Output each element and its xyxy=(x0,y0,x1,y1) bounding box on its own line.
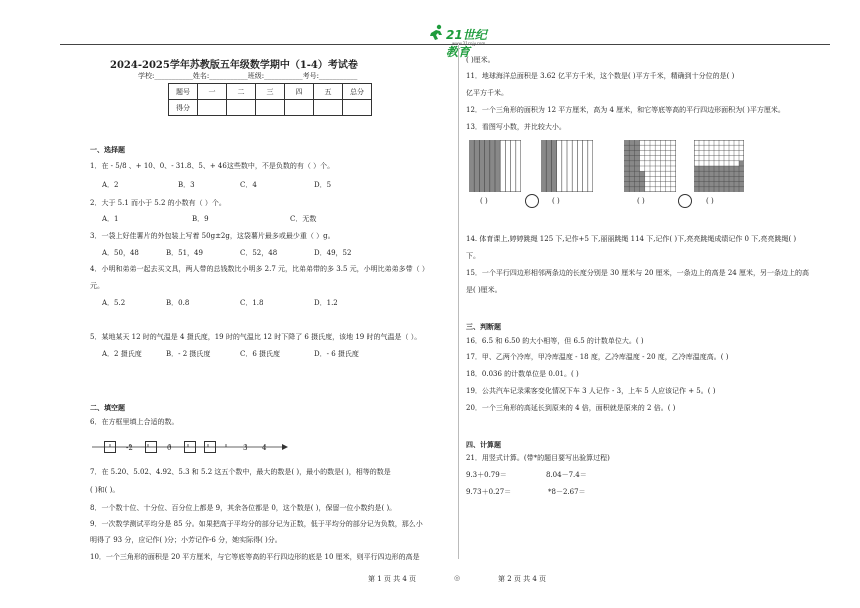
q4-option-b[interactable]: B．0.8 xyxy=(166,299,190,307)
question-14: 14. 体育课上,婷婷跳绳 125 下,记作+5 下,丽丽跳绳 114 下,记作( )下,亮亮跳绳成绩记作 0 下,亮亮跳绳( ) xyxy=(466,235,797,243)
question-4-cont: 元。 xyxy=(90,282,104,290)
q5-option-b[interactable]: B．- 2 摄氏度 xyxy=(166,350,211,358)
question-16: 16．6.5 和 6.50 的大小相等，但 6.5 的计数单位大。( ) xyxy=(466,337,644,345)
question-17: 17．甲、乙两个冷库，甲冷库温度 - 18 度，乙冷库温度 - 20 度，乙冷库温度高。( ) xyxy=(466,353,729,361)
page-number-left: 第 1 页 共 4 页 xyxy=(368,575,417,583)
score-table-score-row xyxy=(169,100,372,116)
header-rule xyxy=(60,44,830,45)
question-10-cont: ( )厘米。 xyxy=(466,56,495,64)
q1-option-d[interactable]: D．5 xyxy=(314,181,332,189)
table-cell: 得分 xyxy=(169,100,198,116)
score-input-cell[interactable] xyxy=(256,100,285,116)
number-line-blank-4[interactable] xyxy=(204,441,216,453)
compare-circle-1[interactable] xyxy=(525,194,539,208)
decimal-figure-2 xyxy=(541,140,593,192)
calc-item-4: *8－2.67＝ xyxy=(548,488,586,496)
question-2: 2．大于 5.1 而小于 5.2 的小数有（ ）个。 xyxy=(90,199,226,207)
exam-title: 2024-2025学年苏教版五年级数学期中（1-4）考试卷 xyxy=(110,60,358,71)
question-19: 19．公共汽车记录乘客变化情况下车 3 人记作 - 3，上车 5 人应该记作 + 5。( ) xyxy=(466,387,716,395)
decimal-figure-3 xyxy=(624,140,676,192)
q4-option-c[interactable]: C．1.8 xyxy=(240,299,264,307)
score-table xyxy=(168,83,372,116)
logo-url: www.21cnjy.com xyxy=(452,41,486,46)
q13-blank-2[interactable]: ( ) xyxy=(552,197,560,205)
q3-option-c[interactable]: C．52，48 xyxy=(240,249,278,257)
question-11: 11．地球海洋总面积是 3.62 亿平方千米，这个数是( )平方千米，精确到十分位的是( ) xyxy=(466,72,735,80)
question-10: 10．一个三角形的面积是 20 平方厘米，与它等底等高的平行四边形的底是 10 厘米，则平行四边形的高是 xyxy=(90,553,420,561)
question-14-cont: 下。 xyxy=(466,252,480,260)
table-cell: 题号 xyxy=(169,84,198,100)
table-cell: 一 xyxy=(198,84,227,100)
question-8: 8．一个数十位、十分位、百分位上都是 9，其余各位都是 0，这个数是( )，保留一位小数约是( )。 xyxy=(90,504,397,512)
question-7-cont: ( )和( )。 xyxy=(90,486,120,494)
question-12: 12．一个三角形的面积为 12 平方厘米，高为 4 厘米，和它等底等高的平行四边形面积为( )平方厘米。 xyxy=(466,106,785,114)
score-input-cell[interactable] xyxy=(285,100,314,116)
question-1: 1．在 - 5/8 、+ 10、0、- 31.8、5、+ 46这些数中，不是负数的有（ ）个。 xyxy=(90,162,335,170)
question-7: 7．在 5.20、5.02、4.92、5.3 和 5.2 这五个数中，最大的数是( )，最小的数是( )，相等的数是 xyxy=(90,468,391,476)
section-heading: 三、判断题 xyxy=(466,322,501,331)
q5-option-d[interactable]: D．- 6 摄氏度 xyxy=(314,350,359,358)
logo-brand: 21世纪教育 xyxy=(446,28,487,59)
number-line-blank-2[interactable] xyxy=(145,441,157,453)
number-line xyxy=(90,436,290,460)
compare-circle-2[interactable] xyxy=(678,194,692,208)
q5-option-a[interactable]: A．2 摄氏度 xyxy=(102,350,142,358)
page-number-right: 第 2 页 共 4 页 xyxy=(498,575,547,583)
question-9: 9．一次数学测试平均分是 85 分。如果把高于平均分的部分记为正数，低于平均分的部分记为负数，那么小 xyxy=(90,520,423,528)
running-man-icon xyxy=(428,24,446,42)
number-line-label: -2 xyxy=(126,444,133,452)
question-15: 15．一个平行四边形相邻两条边的长度分别是 30 厘米与 20 厘米，一条边上的高是 24 厘米，另一条边上的高 xyxy=(466,269,809,277)
q1-option-c[interactable]: C．4 xyxy=(240,181,257,189)
table-cell: 三 xyxy=(256,84,285,100)
number-line-blank-1[interactable] xyxy=(104,441,116,453)
binding-mark-icon: ◎ xyxy=(454,574,461,582)
page-divider xyxy=(458,44,459,559)
question-11-cont: 亿平方千米。 xyxy=(466,89,508,97)
question-5: 5．某地某天 12 时的气温是 4 摄氏度，19 时的气温比 12 时下降了 6 摄氏度，该地 19 时的气温是（ ）。 xyxy=(90,333,422,341)
number-line-label: 4 xyxy=(262,444,267,452)
question-15-cont: 是( )厘米。 xyxy=(466,286,502,294)
calc-item-3: 9.73＋0.27＝ xyxy=(466,488,512,496)
q3-option-d[interactable]: D．49，52 xyxy=(314,249,352,257)
question-9-cont: 明得了 93 分，应记作( )分；小芳记作-6 分，她实际得( )分。 xyxy=(90,536,282,544)
score-table-header-row xyxy=(169,84,372,100)
q3-option-b[interactable]: B．51，49 xyxy=(166,249,203,257)
table-cell: 四 xyxy=(285,84,314,100)
q4-option-a[interactable]: A．5.2 xyxy=(102,299,126,307)
section-heading: 一、选择题 xyxy=(90,145,125,154)
question-20: 20．一个三角形的高延长到原来的 4 倍，面积就是原来的 2 倍。( ) xyxy=(466,404,676,412)
question-4: 4．小明和弟弟一起去买文具，两人带的总钱数比小明多 2.7 元，比弟弟带的多 3.5 元，小明比弟弟多带（ ） xyxy=(90,265,429,273)
decimal-figure-4 xyxy=(694,140,744,192)
q2-option-c[interactable]: C．无数 xyxy=(290,215,317,223)
section-heading: 二、填空题 xyxy=(90,403,125,412)
number-line-label: 0 xyxy=(167,444,172,452)
question-3: 3．一袋上好佳薯片的外包装上写着 50g±2g，这袋薯片最多或最少重（ ）g。 xyxy=(90,232,335,240)
table-cell: 二 xyxy=(227,84,256,100)
q2-option-a[interactable]: A．1 xyxy=(102,215,119,223)
question-6: 6．在方框里填上合适的数。 xyxy=(90,418,179,426)
q5-option-c[interactable]: C．6 摄氏度 xyxy=(240,350,281,358)
number-line-blank-3[interactable] xyxy=(184,441,196,453)
q13-blank-4[interactable]: ( ) xyxy=(706,197,714,205)
number-line-label: 3 xyxy=(243,444,248,452)
calc-item-1: 9.3＋0.79＝ xyxy=(466,471,507,479)
question-13: 13．看图写小数，并比较大小。 xyxy=(466,123,566,131)
q4-option-d[interactable]: D．1.2 xyxy=(314,299,338,307)
q1-option-b[interactable]: B．3 xyxy=(178,181,195,189)
section-heading: 四、计算题 xyxy=(466,440,501,449)
question-18: 18．0.036 的计数单位是 0.01。( ) xyxy=(466,370,579,378)
score-input-cell[interactable] xyxy=(314,100,343,116)
table-cell: 总分 xyxy=(343,84,372,100)
score-input-cell[interactable] xyxy=(343,100,372,116)
q3-option-a[interactable]: A．50，48 xyxy=(102,249,139,257)
calc-item-2: 8.04－7.4＝ xyxy=(546,471,587,479)
score-input-cell[interactable] xyxy=(198,100,227,116)
table-cell: 五 xyxy=(314,84,343,100)
q13-blank-3[interactable]: ( ) xyxy=(637,197,645,205)
score-input-cell[interactable] xyxy=(227,100,256,116)
q2-option-b[interactable]: B．9 xyxy=(192,215,209,223)
q13-blank-1[interactable]: ( ) xyxy=(480,197,488,205)
question-21: 21．用竖式计算。(带*的题目要写出验算过程) xyxy=(466,454,610,462)
student-info-line: 学校:___________姓名:___________班级:___________考号:___________ xyxy=(138,72,358,80)
decimal-figure-1 xyxy=(469,140,521,192)
q1-option-a[interactable]: A．2 xyxy=(102,181,119,189)
